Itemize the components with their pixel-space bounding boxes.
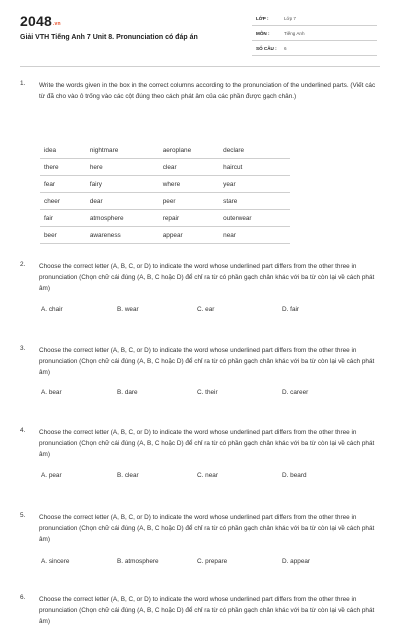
option-a[interactable]: A. pear (41, 472, 62, 479)
table-cell: nightmare (86, 142, 159, 159)
table-cell: clear (159, 159, 219, 176)
question-text: Choose the correct letter (A, B, C, or D) to indicate the word whose underlined part differs from the other three in pronunciation (Chọn chữ cái đúng (A, B, C hoặc D) để chỉ ra từ có phần gạch chân khác với ba từ còn lại về cách phát âm) (39, 429, 375, 458)
table-row (40, 176, 290, 193)
question-number: 3. (20, 345, 26, 352)
answer-options (41, 306, 371, 320)
table-cell: where (159, 176, 219, 193)
table-cell: repair (159, 210, 219, 227)
table-cell: outerwear (219, 210, 290, 227)
question-number: 2. (20, 261, 26, 268)
table-row (40, 210, 290, 227)
option-b[interactable]: B. wear (117, 306, 139, 313)
document-title: Giải VTH Tiếng Anh 7 Unit 8. Pronunciation có đáp án (20, 34, 198, 41)
table-cell: atmosphere (86, 210, 159, 227)
option-c[interactable]: C. their (197, 389, 218, 396)
table-cell: fair (40, 210, 86, 227)
question-text: Choose the correct letter (A, B, C, or D) to indicate the word whose underlined part differs from the other three in pronunciation (Chọn chữ cái đúng (A, B, C hoặc D) để chỉ ra từ có phần gạch chân khác với ba từ còn lại về cách phát âm) (39, 514, 375, 543)
site-logo[interactable] (20, 13, 61, 29)
option-a[interactable]: A. sincere (41, 558, 70, 565)
option-a[interactable]: A. bear (41, 389, 62, 396)
table-cell: peer (159, 193, 219, 210)
question-text: Write the words given in the box in the correct columns according to the pronunciation of the underlined parts. (Viết các từ đã cho vào ô trống vào các cột đúng theo cách phát âm của các phần được gạch chân.) (39, 82, 376, 100)
meta-count-row (252, 43, 377, 56)
question-number: 5. (20, 512, 26, 519)
meta-count-value: 6 (284, 46, 287, 51)
question-2 (20, 261, 380, 331)
option-d[interactable]: D. beard (282, 472, 307, 479)
table-cell: here (86, 159, 159, 176)
option-d[interactable]: D. appear (282, 558, 311, 565)
option-c[interactable]: C. ear (197, 306, 215, 313)
option-a[interactable]: A. chair (41, 306, 63, 313)
header-divider (20, 66, 380, 67)
question-text: Choose the correct letter (A, B, C, or D) to indicate the word whose underlined part differs from the other three in pronunciation (Chọn chữ cái đúng (A, B, C hoặc D) để chỉ ra từ có phần gạch chân khác với ba từ còn lại về cách phát âm) (39, 347, 375, 376)
meta-count-label: SỐ CÂU : (256, 46, 277, 51)
question-number: 6. (20, 594, 26, 601)
table-cell: year (219, 176, 290, 193)
table-cell: cheer (40, 193, 86, 210)
question-text: Choose the correct letter (A, B, C, or D) to indicate the word whose underlined part differs from the other three in pronunciation (Chọn chữ cái đúng (A, B, C hoặc D) để chỉ ra từ có phần gạch chân khác với ba từ còn lại về cách phát âm) (39, 263, 375, 292)
table-row (40, 142, 290, 159)
question-text: Choose the correct letter (A, B, C, or D) to indicate the word whose underlined part differs from the other three in pronunciation (Chọn chữ cái đúng (A, B, C hoặc D) để chỉ ra từ có phần gạch chân khác với ba từ còn lại về cách phát âm) (39, 596, 375, 625)
question-6 (20, 594, 380, 625)
meta-subject-label: MÔN : (256, 31, 270, 36)
meta-subject-value: Tiếng Anh (284, 31, 305, 36)
table-row (40, 227, 290, 244)
table-cell: stare (219, 193, 290, 210)
option-d[interactable]: D. fair (282, 306, 300, 313)
meta-class-row (252, 13, 377, 26)
question-content (0, 66, 400, 625)
question-1 (20, 80, 380, 265)
table-row (40, 159, 290, 176)
table-cell: awareness (86, 227, 159, 244)
answer-options (41, 389, 371, 403)
answer-options (41, 472, 371, 486)
table-cell: appear (159, 227, 219, 244)
option-c[interactable]: C. near (197, 472, 218, 479)
table-row (40, 193, 290, 210)
table-cell: near (219, 227, 290, 244)
option-b[interactable]: B. dare (117, 389, 138, 396)
table-cell: dear (86, 193, 159, 210)
question-number: 1. (20, 80, 26, 87)
option-b[interactable]: B. atmosphere (117, 558, 159, 565)
table-cell: haircut (219, 159, 290, 176)
question-number: 4. (20, 427, 26, 434)
table-cell: idea (40, 142, 86, 159)
meta-class-label: LỚP : (256, 16, 269, 21)
table-cell: aeroplane (159, 142, 219, 159)
word-box-table (40, 142, 290, 244)
answer-options (41, 558, 371, 572)
option-b[interactable]: B. clear (117, 472, 139, 479)
table-cell: beer (40, 227, 86, 244)
question-3 (20, 345, 380, 415)
question-4 (20, 427, 380, 497)
option-c[interactable]: C. prepare (197, 558, 228, 565)
table-cell: there (40, 159, 86, 176)
meta-subject-row (252, 28, 377, 41)
table-cell: fear (40, 176, 86, 193)
meta-class-value: Lớp 7 (284, 16, 296, 21)
option-d[interactable]: D. career (282, 389, 309, 396)
logo-suffix: .vn (52, 21, 61, 27)
table-cell: declare (219, 142, 290, 159)
page-header (0, 0, 400, 66)
logo-text: 2048 (20, 13, 52, 29)
table-cell: fairy (86, 176, 159, 193)
question-5 (20, 512, 380, 582)
